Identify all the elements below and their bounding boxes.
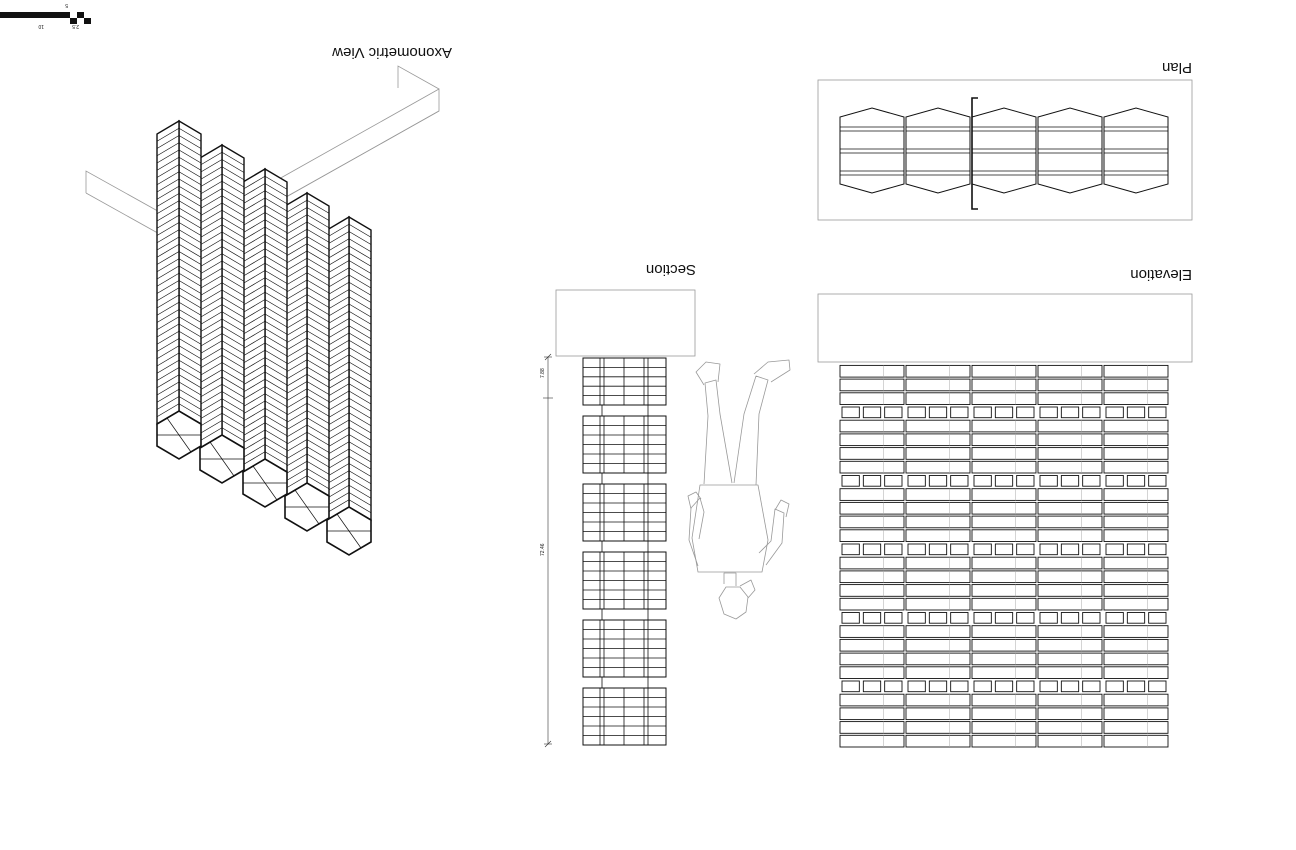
section-brick-group — [583, 609, 666, 677]
scale-bar-seg-5 — [0, 12, 44, 18]
elevation-stretcher-brick — [972, 571, 1036, 583]
elevation-stretcher-brick — [972, 448, 1036, 460]
elevation-header-brick — [863, 476, 880, 487]
elevation-brick-grid — [840, 365, 1168, 747]
elevation-stretcher-brick — [1038, 489, 1102, 501]
elevation-header-brick — [1061, 613, 1078, 624]
elevation-header-brick — [1083, 407, 1100, 418]
elevation-stretcher-brick — [972, 667, 1036, 679]
rotated-sheet — [0, 2, 1192, 747]
elevation-header-brick — [1127, 476, 1144, 487]
elevation-stretcher-brick — [906, 722, 970, 734]
section-slab — [556, 290, 695, 356]
elevation-header-brick — [1106, 544, 1123, 555]
elevation-header-brick — [842, 407, 859, 418]
plan-frame — [818, 80, 1192, 220]
elevation-stretcher-brick — [840, 735, 904, 747]
elevation-stretcher-brick — [906, 516, 970, 528]
scale-bar-seg-2 — [77, 12, 84, 18]
elevation-stretcher-brick — [972, 557, 1036, 569]
elevation-header-brick — [1061, 681, 1078, 692]
elevation-stretcher-brick — [906, 598, 970, 610]
elevation-header-brick — [1017, 407, 1034, 418]
plan-section-cut-marker — [972, 98, 978, 209]
elevation-stretcher-brick — [906, 393, 970, 405]
elevation-stretcher-brick — [840, 489, 904, 501]
elevation-header-brick — [1040, 613, 1057, 624]
elevation-header-brick — [1040, 407, 1057, 418]
elevation-header-brick — [1061, 476, 1078, 487]
plan-cell — [1038, 108, 1102, 193]
elevation-header-brick — [951, 476, 968, 487]
elevation-slab — [818, 294, 1192, 362]
elevation-header-brick — [1127, 407, 1144, 418]
elevation-header-brick — [885, 613, 902, 624]
section-connector — [602, 541, 648, 552]
elevation-header-brick — [1017, 681, 1034, 692]
elevation-stretcher-brick — [1104, 626, 1168, 638]
plan-drawing — [818, 59, 1192, 220]
figure-right-leg — [704, 380, 732, 484]
elevation-header-brick — [974, 681, 991, 692]
elevation-header-brick — [929, 613, 946, 624]
elevation-header-brick — [995, 681, 1012, 692]
elevation-stretcher-brick — [840, 502, 904, 514]
elevation-header-brick — [1149, 407, 1166, 418]
elevation-header-brick — [929, 544, 946, 555]
elevation-header-brick — [974, 613, 991, 624]
elevation-stretcher-brick — [840, 598, 904, 610]
elevation-stretcher-brick — [972, 434, 1036, 446]
elevation-header-brick — [885, 407, 902, 418]
elevation-stretcher-brick — [972, 653, 1036, 665]
elevation-stretcher-brick — [840, 516, 904, 528]
elevation-stretcher-brick — [906, 448, 970, 460]
elevation-header-brick — [974, 476, 991, 487]
elevation-header-brick — [1149, 476, 1166, 487]
elevation-stretcher-brick — [840, 530, 904, 542]
elevation-stretcher-brick — [906, 530, 970, 542]
elevation-header-brick — [842, 613, 859, 624]
elevation-stretcher-brick — [1038, 434, 1102, 446]
elevation-header-brick — [842, 681, 859, 692]
elevation-stretcher-brick — [1104, 557, 1168, 569]
section-brick-group — [583, 358, 666, 405]
elevation-header-brick — [1083, 681, 1100, 692]
elevation-stretcher-brick — [1104, 653, 1168, 665]
elevation-header-brick — [885, 681, 902, 692]
elevation-stretcher-brick — [1038, 585, 1102, 597]
elevation-header-brick — [908, 681, 925, 692]
elevation-stretcher-brick — [840, 694, 904, 706]
elevation-header-brick — [908, 544, 925, 555]
elevation-header-brick — [951, 407, 968, 418]
elevation-stretcher-brick — [1104, 461, 1168, 473]
elevation-stretcher-brick — [840, 461, 904, 473]
elevation-stretcher-brick — [972, 379, 1036, 391]
elevation-stretcher-brick — [972, 530, 1036, 542]
elevation-header-brick — [974, 544, 991, 555]
scale-bar-label-10: 10 — [38, 23, 44, 29]
elevation-stretcher-brick — [906, 489, 970, 501]
elevation-stretcher-brick — [906, 708, 970, 720]
elevation-stretcher-brick — [906, 667, 970, 679]
elevation-header-brick — [908, 407, 925, 418]
elevation-header-brick — [842, 476, 859, 487]
section-connector — [602, 405, 648, 416]
elevation-header-brick — [1127, 681, 1144, 692]
elevation-stretcher-brick — [840, 722, 904, 734]
elevation-stretcher-brick — [906, 571, 970, 583]
elevation-stretcher-brick — [1038, 557, 1102, 569]
elevation-stretcher-brick — [1104, 448, 1168, 460]
elevation-stretcher-brick — [972, 516, 1036, 528]
section-dimension-total: 72.46 — [540, 543, 546, 556]
elevation-header-brick — [1061, 407, 1078, 418]
elevation-stretcher-brick — [840, 557, 904, 569]
elevation-stretcher-brick — [972, 722, 1036, 734]
elevation-stretcher-brick — [972, 393, 1036, 405]
elevation-header-brick — [951, 613, 968, 624]
figure-neck — [724, 573, 736, 586]
elevation-header-brick — [1017, 613, 1034, 624]
elevation-drawing — [818, 266, 1192, 747]
elevation-header-brick — [974, 407, 991, 418]
section-brick-group — [583, 473, 666, 541]
axo-column — [200, 145, 244, 448]
scale-bar-seg-1 — [84, 18, 91, 24]
section-brick-group — [583, 677, 666, 745]
elevation-header-brick — [1040, 476, 1057, 487]
scale-bar — [0, 2, 91, 29]
section-dimension-top: 7.88 — [540, 368, 546, 378]
elevation-stretcher-brick — [1104, 489, 1168, 501]
elevation-header-brick — [1083, 544, 1100, 555]
elevation-stretcher-brick — [1038, 461, 1102, 473]
elevation-stretcher-brick — [840, 653, 904, 665]
section-brick-group — [583, 541, 666, 609]
elevation-header-brick — [908, 613, 925, 624]
elevation-header-brick — [1127, 544, 1144, 555]
section-brick-groups — [583, 358, 666, 745]
section-drawing — [540, 261, 696, 747]
elevation-header-brick — [863, 544, 880, 555]
elevation-stretcher-brick — [1104, 502, 1168, 514]
elevation-stretcher-brick — [972, 626, 1036, 638]
elevation-stretcher-brick — [1038, 571, 1102, 583]
elevation-stretcher-brick — [972, 735, 1036, 747]
elevation-stretcher-brick — [840, 639, 904, 651]
elevation-header-brick — [1106, 476, 1123, 487]
elevation-header-brick — [885, 544, 902, 555]
elevation-stretcher-brick — [1104, 694, 1168, 706]
elevation-header-brick — [951, 544, 968, 555]
plan-cell — [1104, 108, 1168, 193]
elevation-stretcher-brick — [840, 365, 904, 377]
elevation-stretcher-brick — [906, 420, 970, 432]
figure-left-hand — [775, 500, 789, 517]
elevation-stretcher-brick — [972, 585, 1036, 597]
scale-bar-seg-4 — [44, 12, 70, 18]
elevation-stretcher-brick — [1104, 722, 1168, 734]
elevation-stretcher-brick — [840, 667, 904, 679]
elevation-header-brick — [1149, 544, 1166, 555]
elevation-stretcher-brick — [840, 708, 904, 720]
plan-cell-outline — [972, 108, 1036, 193]
elevation-stretcher-brick — [1038, 420, 1102, 432]
elevation-stretcher-brick — [1104, 365, 1168, 377]
elevation-header-brick — [995, 407, 1012, 418]
elevation-stretcher-brick — [1104, 639, 1168, 651]
elevation-header-brick — [1106, 407, 1123, 418]
plan-title: Plan — [1161, 59, 1192, 76]
elevation-stretcher-brick — [1104, 708, 1168, 720]
plan-cell-outline — [906, 108, 970, 193]
elevation-stretcher-brick — [1104, 571, 1168, 583]
elevation-title: Elevation — [1130, 266, 1192, 283]
elevation-stretcher-brick — [840, 448, 904, 460]
elevation-stretcher-brick — [972, 365, 1036, 377]
elevation-stretcher-brick — [840, 585, 904, 597]
elevation-header-brick — [951, 681, 968, 692]
elevation-stretcher-brick — [840, 626, 904, 638]
elevation-stretcher-brick — [906, 434, 970, 446]
section-brick-group — [583, 405, 666, 473]
elevation-stretcher-brick — [1038, 735, 1102, 747]
elevation-stretcher-brick — [1104, 516, 1168, 528]
elevation-header-brick — [908, 476, 925, 487]
elevation-stretcher-brick — [972, 694, 1036, 706]
elevation-stretcher-brick — [1038, 722, 1102, 734]
elevation-stretcher-brick — [972, 502, 1036, 514]
elevation-stretcher-brick — [906, 653, 970, 665]
elevation-stretcher-brick — [1038, 694, 1102, 706]
elevation-header-brick — [995, 613, 1012, 624]
elevation-header-brick — [863, 407, 880, 418]
scale-bar-label-2-5: 2.5 — [72, 23, 79, 29]
elevation-stretcher-brick — [1038, 448, 1102, 460]
elevation-stretcher-brick — [1038, 639, 1102, 651]
plan-cell-outline — [1104, 108, 1168, 193]
elevation-stretcher-brick — [1104, 530, 1168, 542]
axonometric-drawing — [86, 44, 452, 555]
figure-left-shoe — [754, 360, 790, 382]
elevation-stretcher-brick — [1104, 667, 1168, 679]
elevation-stretcher-brick — [1038, 365, 1102, 377]
elevation-stretcher-brick — [1104, 598, 1168, 610]
axo-column — [327, 217, 371, 520]
elevation-stretcher-brick — [906, 626, 970, 638]
figure-hair — [740, 580, 755, 598]
elevation-stretcher-brick — [840, 434, 904, 446]
plan-hex-cells — [840, 108, 1168, 193]
elevation-header-brick — [1061, 544, 1078, 555]
elevation-stretcher-brick — [906, 557, 970, 569]
elevation-header-brick — [995, 544, 1012, 555]
elevation-stretcher-brick — [1038, 393, 1102, 405]
elevation-stretcher-brick — [906, 639, 970, 651]
elevation-header-brick — [1017, 544, 1034, 555]
elevation-stretcher-brick — [1038, 667, 1102, 679]
plan-cell — [840, 108, 904, 193]
elevation-stretcher-brick — [840, 379, 904, 391]
elevation-stretcher-brick — [906, 365, 970, 377]
elevation-stretcher-brick — [906, 694, 970, 706]
elevation-stretcher-brick — [840, 393, 904, 405]
elevation-stretcher-brick — [1038, 653, 1102, 665]
section-connector — [602, 473, 648, 484]
elevation-stretcher-brick — [906, 735, 970, 747]
plan-cell-outline — [840, 108, 904, 193]
elevation-header-brick — [1040, 544, 1057, 555]
elevation-header-brick — [1106, 613, 1123, 624]
figure-left-arm — [759, 509, 784, 565]
elevation-stretcher-brick — [972, 489, 1036, 501]
elevation-header-brick — [929, 681, 946, 692]
elevation-stretcher-brick — [1104, 379, 1168, 391]
elevation-stretcher-brick — [972, 420, 1036, 432]
elevation-stretcher-brick — [1038, 626, 1102, 638]
elevation-header-brick — [1106, 681, 1123, 692]
elevation-stretcher-brick — [972, 461, 1036, 473]
elevation-stretcher-brick — [906, 379, 970, 391]
elevation-header-brick — [995, 476, 1012, 487]
axonometric-title: Axonometric View — [332, 44, 452, 61]
figure-right-hand — [688, 492, 701, 509]
elevation-stretcher-brick — [1038, 516, 1102, 528]
section-title: Section — [645, 261, 696, 278]
elevation-header-brick — [1127, 613, 1144, 624]
elevation-stretcher-brick — [1038, 530, 1102, 542]
elevation-stretcher-brick — [972, 708, 1036, 720]
section-connector — [602, 677, 648, 688]
elevation-stretcher-brick — [1104, 420, 1168, 432]
section-group-outline — [583, 358, 666, 405]
elevation-header-brick — [842, 544, 859, 555]
elevation-header-brick — [1040, 681, 1057, 692]
figure-head — [719, 587, 748, 619]
elevation-stretcher-brick — [1104, 735, 1168, 747]
elevation-stretcher-brick — [906, 502, 970, 514]
elevation-header-brick — [1017, 476, 1034, 487]
scale-bar-label-5: 5 — [65, 2, 68, 8]
elevation-stretcher-brick — [1104, 434, 1168, 446]
elevation-stretcher-brick — [972, 639, 1036, 651]
elevation-header-brick — [929, 407, 946, 418]
plan-cell-outline — [1038, 108, 1102, 193]
plan-cell — [906, 108, 970, 193]
elevation-header-brick — [929, 476, 946, 487]
elevation-stretcher-brick — [840, 571, 904, 583]
elevation-stretcher-brick — [1104, 393, 1168, 405]
elevation-stretcher-brick — [1038, 502, 1102, 514]
elevation-header-brick — [1083, 476, 1100, 487]
human-scale-figure — [688, 360, 790, 619]
plan-cell — [972, 108, 1036, 193]
elevation-stretcher-brick — [906, 461, 970, 473]
elevation-header-brick — [863, 613, 880, 624]
figure-left-leg — [734, 376, 768, 485]
figure-torso — [692, 485, 768, 572]
elevation-header-brick — [1149, 681, 1166, 692]
elevation-stretcher-brick — [1038, 708, 1102, 720]
elevation-stretcher-brick — [840, 420, 904, 432]
axo-column — [243, 169, 287, 472]
axo-column — [285, 193, 329, 496]
elevation-header-brick — [885, 476, 902, 487]
elevation-stretcher-brick — [906, 585, 970, 597]
section-connector — [602, 609, 648, 620]
elevation-header-brick — [1083, 613, 1100, 624]
elevation-header-brick — [863, 681, 880, 692]
axo-column — [157, 121, 201, 424]
elevation-header-brick — [1149, 613, 1166, 624]
elevation-stretcher-brick — [1038, 379, 1102, 391]
elevation-stretcher-brick — [972, 598, 1036, 610]
elevation-stretcher-brick — [1104, 585, 1168, 597]
elevation-stretcher-brick — [1038, 598, 1102, 610]
